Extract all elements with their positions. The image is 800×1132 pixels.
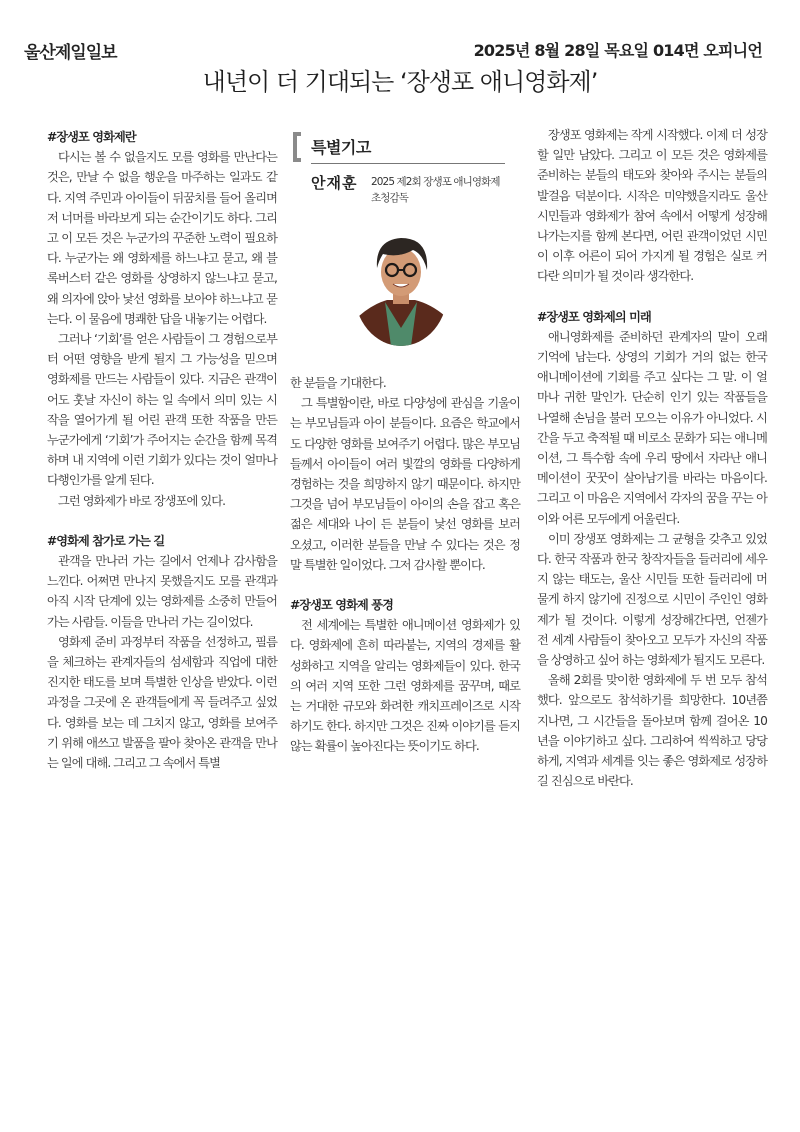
newspaper-masthead: 울산제일일보 <box>24 43 117 63</box>
subheading: #장생포 영화제의 미래 <box>537 309 651 324</box>
paragraph: 관객을 만나러 가는 길에서 언제나 감사함을 느낀다. 어쩌면 만나지 못했을지도 모를 관객과 아직 시작 단계에 있는 영화제를 소중히 만들어가는 사람들. 이들을 만나러 가는 길이었다. <box>47 554 277 629</box>
subheading: #장생포 영화제란 <box>47 130 136 144</box>
paragraph: 그런 영화제가 바로 장생포에 있다. <box>57 493 226 508</box>
paragraph-spacer <box>47 511 277 531</box>
paragraph: 애니영화제를 준비하던 관계자의 말이 오래 기억에 남는다. 상영의 기회가 거의 없는 한국 애니메이션에 기회를 주고 싶다는 그 말. 이 얼마나 귀한 말인가. 단순히 인기 있는 작품들을 나열해 손님을 불러 모으는 이유가 아니었다. 시간을 두고 축적될 때 비로소 문화가 되는 애니메이션, 그 특수함 속에 우리 땅에서 자라난 애니메이션이 꿋꿋이 살아남기를 바라는 마음이다. 그리고 이 마음은 지역에서 각자의 꿈을 꾸는 아이와 어른 모두에게 어울린다. <box>537 329 767 526</box>
author-title: 2025 제2회 장생포 애니영화제 초청감독 <box>371 176 500 204</box>
article-column-1 <box>47 127 277 773</box>
paragraph: 올해 2회를 맞이한 영화제에 두 번 모두 참석했다. 앞으로도 참석하기를 희망한다. 10년쯤 지나면, 그 시간들을 돌아보며 함께 걸어온 10년을 이야기하고 싶다. 그리하여 씩씩하고 당당하게, 지역과 세계를 잇는 좋은 영화제로 성장하길 진심으로 바란다. <box>537 673 767 789</box>
paragraph: 이미 장생포 영화제는 그 균형을 갖추고 있었다. 한국 작품과 한국 창작자들을 들러리에 세우지 않는 태도는, 울산 시민들 또한 들러리에 머물게 하지 않기에 진정으로 시민이 주인인 영화제가 될 것이다. 이렇게 성장해간다면, 언젠가 전 세계 사람들이 찾아오고 모두가 자신의 작품을 상영하고 싶어 하는 영화제가 될지도 모른다. <box>537 531 767 668</box>
paragraph: 한 분들을 기대한다. <box>290 376 386 390</box>
article-column-3 <box>537 125 767 792</box>
paragraph: 영화제 준비 과정부터 작품을 선정하고, 필름을 체크하는 관계자들의 섬세함과 직업에 대한 진지한 태도를 보며 특별한 인상을 받았다. 이런 과정을 그곳에 온 관객들에게 꼭 들려주고 싶었다. 영화를 보는 데 그치지 않고, 영화를 보여주기 위해 애쓰고 발품을 팔아 찾아온 관객을 만나는 일에 대해. 그리고 그 속에서 특별 <box>47 634 277 771</box>
author-name: 안재훈 <box>311 174 358 192</box>
article-column-2 <box>290 127 520 757</box>
paragraph-spacer <box>537 287 767 307</box>
paragraph: 장생포 영화제는 작게 시작했다. 이제 더 성장할 일만 남았다. 그리고 이 모든 것은 영화제를 준비하는 분들의 태도와 찾아와 주시는 분들의 발걸음 덕분이다. 시작은 미약했을지라도 울산 시민들과 영화제가 참여 속에서 어떻게 성장해 나가는지를 함께 본다면, 어린 관객이었던 시민이 이후 어른이 되어 가지게 될 경험은 실로 커다란 의미가 될 것이라 생각한다. <box>537 128 767 284</box>
subheading: #영화제 참가로 가는 길 <box>47 533 165 548</box>
paragraph: 그러나 ‘기회’를 얻은 사람들이 그 경험으로부터 어떤 영향을 받게 될지 그 가능성을 믿으며 영화제를 만드는 사람들이 있다. 지금은 관객이어도 훗날 자신이 하는 일 속에서 의미 있는 시작을 열어가게 될 어린 관객 또한 작품을 만든 누군가에게 ‘기회’가 주어지는 순간을 함께 목격하며 내 지역에 이런 기회가 있다는 것이 얼마나 다행인가를 알게 된다. <box>47 332 277 488</box>
paragraph: 전 세계에는 특별한 애니메이션 영화제가 있다. 영화제에 흔히 따라붙는, 지역의 경제를 활성화하고 지역을 알리는 영화제들이 있다. 한국의 여러 지역 또한 그런 영화제를 꿈꾸며, 때로는 거대한 규모와 화려한 캐치프레이즈로 시작하기도 한다. 하지만 그것은 진짜 이야기를 듣지 않는 확률이 높아진다는 뜻이기도 하다. <box>290 618 520 754</box>
article-headline: 내년이 더 기대되는 ‘장생포 애니영화제’ <box>202 68 598 96</box>
subheading: #장생포 영화제 풍경 <box>290 598 393 613</box>
paragraph: 그 특별함이란, 바로 다양성에 관심을 기울이는 부모님들과 아이 분들이다. 요즘은 학교에서도 다양한 영화를 보여주기 어렵다. 많은 부모님들께서 아이들이 여러 빛깔의 영화를 다양하게 경험하는 것을 희망하지 않기 때문이다. 하지만 그것을 넘어 부모님들이 아이의 손을 잡고 혹은 젊은 세대와 나이 든 분들이 낯선 영화를 보러 오셨고, 이러한 분들을 만날 수 있다는 것은 정말 특별한 일이었다. 그저 감사할 뿐이다. <box>290 396 520 572</box>
paragraph: 다시는 볼 수 없을지도 모를 영화를 만난다는 것은, 만날 수 없을 행운을 마주하는 일과도 같다. 지역 주민과 아이들이 뒤꿈치를 들어 올리며 저 너머를 바라보게 되는 순간이기도 하다. 그리고 이 모든 것은 누군가의 꾸준한 노력이 필요하다. 누군가는 왜 영화제를 하느냐고 묻고, 왜 블록버스터 같은 영화를 상영하지 않느냐고 묻고, 왜 의자에 앉아 낯선 영화를 보아야 하느냐고 묻는다. 이 물음에 명쾌한 답을 내놓기는 어렵다. <box>47 150 277 326</box>
paragraph-spacer <box>290 575 520 595</box>
section-label: 특별기고 <box>311 138 371 157</box>
issue-dateline: 2025년 8월 28일 목요일 014면 오피니언 <box>473 41 762 60</box>
